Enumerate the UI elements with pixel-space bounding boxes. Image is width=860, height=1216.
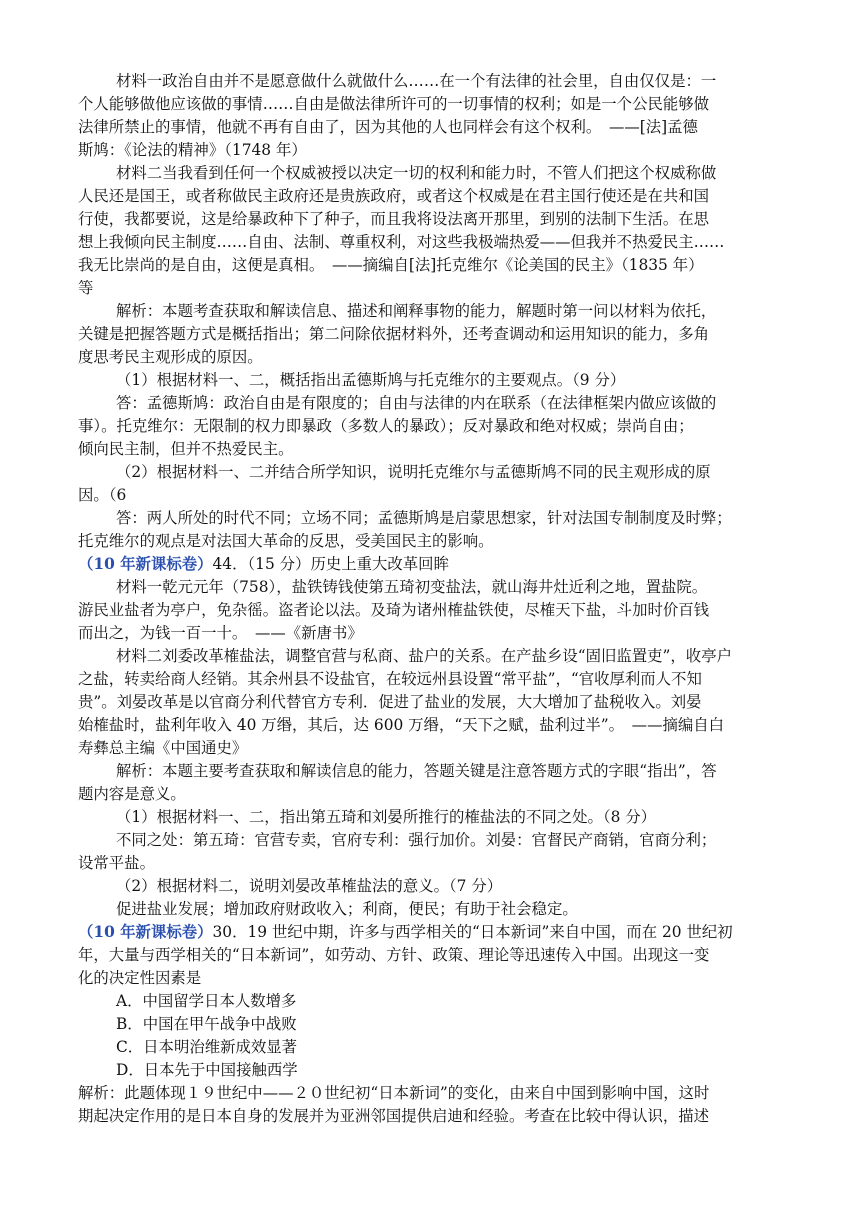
paragraph-line: 等 [78, 279, 94, 297]
paragraph-line: 始榷盐时，盐利年收入 40 万缗，其后，达 600 万缗，“天下之赋，盐利过半”。 ——摘编自白 [78, 716, 725, 734]
paragraph-line: 材料一乾元元年（758），盐铁铸钱使第五琦初变盐法，就山海井灶近利之地，置盐院。 [116, 578, 708, 596]
answer-line: 事）。托克维尔：无限制的权力即暴政（多数人的暴政）；反对暴政和绝对权威；崇尚自由； [78, 417, 694, 435]
question-heading [78, 921, 733, 943]
answer-line: 答：孟德斯鸠：政治自由是有限度的；自由与法律的内在联系（在法律框架内做应该做的 [116, 394, 717, 412]
paragraph-line: 解析：此题体现１９世纪中——２０世纪初“日本新词”的变化，由来自中国到影响中国，这时 [78, 1084, 710, 1102]
paragraph-line: 想上我倾向民主制度……自由、法制、尊重权利，对这些我极端热爱——但我并不热爱民主…… [78, 233, 725, 251]
paragraph-line: 法律所禁止的事情，他就不再有自由了，因为其他的人也同样会有这个权利。 ——[法]孟德 [78, 118, 698, 136]
paragraph-line: 材料一政治自由并不是愿意做什么就做什么……在一个有法律的社会里，自由仅仅是：一 [116, 72, 717, 90]
paragraph-line: 材料二当我看到任何一个权威被授以决定一切的权利和能力时，不管人们把这个权威称做 [116, 164, 717, 182]
paragraph-line: 个人能够做他应该做的事情……自由是做法律所许可的一切事情的权利；如是一个公民能够做 [78, 95, 710, 113]
answer-line: 答：两人所处的时代不同；立场不同；孟德斯鸠是启蒙思想家，针对法国专制制度及时弊； [116, 509, 732, 527]
source-label: （10 年新课标卷） [78, 555, 213, 573]
paragraph-line: 解析：本题主要考查获取和解读信息的能力，答题关键是注意答题方式的字眼“指出”，答 [116, 762, 717, 780]
paragraph-line: 化的决定性因素是 [78, 969, 202, 987]
paragraph-line: 期起决定作用的是日本自身的发展并为亚洲邻国提供启迪和经验。考查在比较中得认识，描述 [78, 1107, 710, 1125]
paragraph-line: 年，大量与西学相关的“日本新词”，如劳动、方针、政策、理论等迅速传入中国。出现这一变 [78, 946, 710, 964]
question-line: 因。（6 [78, 486, 127, 504]
paragraph-line: 寿彝总主编《中国通史》 [78, 739, 248, 757]
question-line: （2）根据材料一、二并结合所学知识，说明托克维尔与孟德斯鸠不同的民主观形成的原 [116, 463, 711, 481]
paragraph-line: 之盐，转卖给商人经销。其余州县不设盐官，在较远州县设置“常平盐”，“官收厚利而人不知 [78, 670, 702, 688]
question-title: 44．（15 分）历史上重大改革回眸 [212, 555, 449, 573]
option-a: A．中国留学日本人数增多 [116, 992, 297, 1010]
paragraph-line: 我无比崇尚的是自由，这便是真相。 ——摘编自[法]托克维尔《论美国的民主》（1835 年） [78, 256, 704, 274]
question-line: （1）根据材料一、二，概括指出孟德斯鸠与托克维尔的主要观点。（9 分） [116, 371, 626, 389]
option-c: C．日本明治维新成效显著 [116, 1038, 298, 1056]
answer-line: 倾向民主制，但并不热爱民主。 [78, 440, 294, 458]
question-title: 30．19 世纪中期，许多与西学相关的“日本新词”来自中国，而在 20 世纪初 [212, 923, 733, 941]
option-d: D．日本先于中国接触西学 [116, 1061, 298, 1079]
question-line: （1）根据材料一、二，指出第五琦和刘晏所推行的榷盐法的不同之处。（8 分） [116, 808, 657, 826]
answer-line: 不同之处：第五琦：官营专卖，官府专利：强行加价。刘晏：官督民产商销，官商分利； [116, 831, 717, 849]
paragraph-line: 贵”。刘晏改革是以官商分利代替官方专利．促进了盐业的发展，大大增加了盐税收入。刘晏 [78, 693, 702, 711]
paragraph-line: 解析：本题考查获取和解读信息、描述和阐释事物的能力，解题时第一问以材料为依托， [116, 302, 717, 320]
answer-line: 促进盐业发展；增加政府财政收入；利商，便民；有助于社会稳定。 [116, 900, 578, 918]
paragraph-line: 行使，我都要说，这是给暴政种下了种子，而且我将设法离开那里，到别的法制下生活。在思 [78, 210, 710, 228]
paragraph-line: 斯鸠：《论法的精神》（1748 年） [78, 141, 307, 159]
question-line: （2）根据材料二，说明刘晏改革榷盐法的意义。（7 分） [116, 877, 503, 895]
paragraph-line: 材料二刘委改革榷盐法，调整官营与私商、盐户的关系。在产盐乡设“固旧监置吏”，收亭户 [116, 647, 732, 665]
source-label: （10 年新课标卷） [78, 923, 213, 941]
paragraph-line: 游民业盐者为亭户，免杂徭。盗者论以法。及琦为诸州榷盐铁使，尽榷天下盐，斗加时价百钱 [78, 601, 710, 619]
question-heading [78, 553, 449, 575]
paragraph-line: 而出之，为钱一百一十。 ——《新唐书》 [78, 624, 363, 642]
paragraph-line: 题内容是意义。 [78, 785, 186, 803]
option-b: B．中国在甲午战争中战败 [116, 1015, 297, 1033]
paragraph-line: 关键是把握答题方式是概括指出；第二问除依据材料外，还考查调动和运用知识的能力，多角 [78, 325, 710, 343]
paragraph-line: 人民还是国王，或者称做民主政府还是贵族政府，或者这个权威是在君主国行使还是在共和国 [78, 187, 710, 205]
answer-line: 托克维尔的观点是对法国大革命的反思，受美国民主的影响。 [78, 532, 494, 550]
paragraph-line: 度思考民主观形成的原因。 [78, 348, 263, 366]
answer-line: 设常平盐。 [78, 854, 155, 872]
